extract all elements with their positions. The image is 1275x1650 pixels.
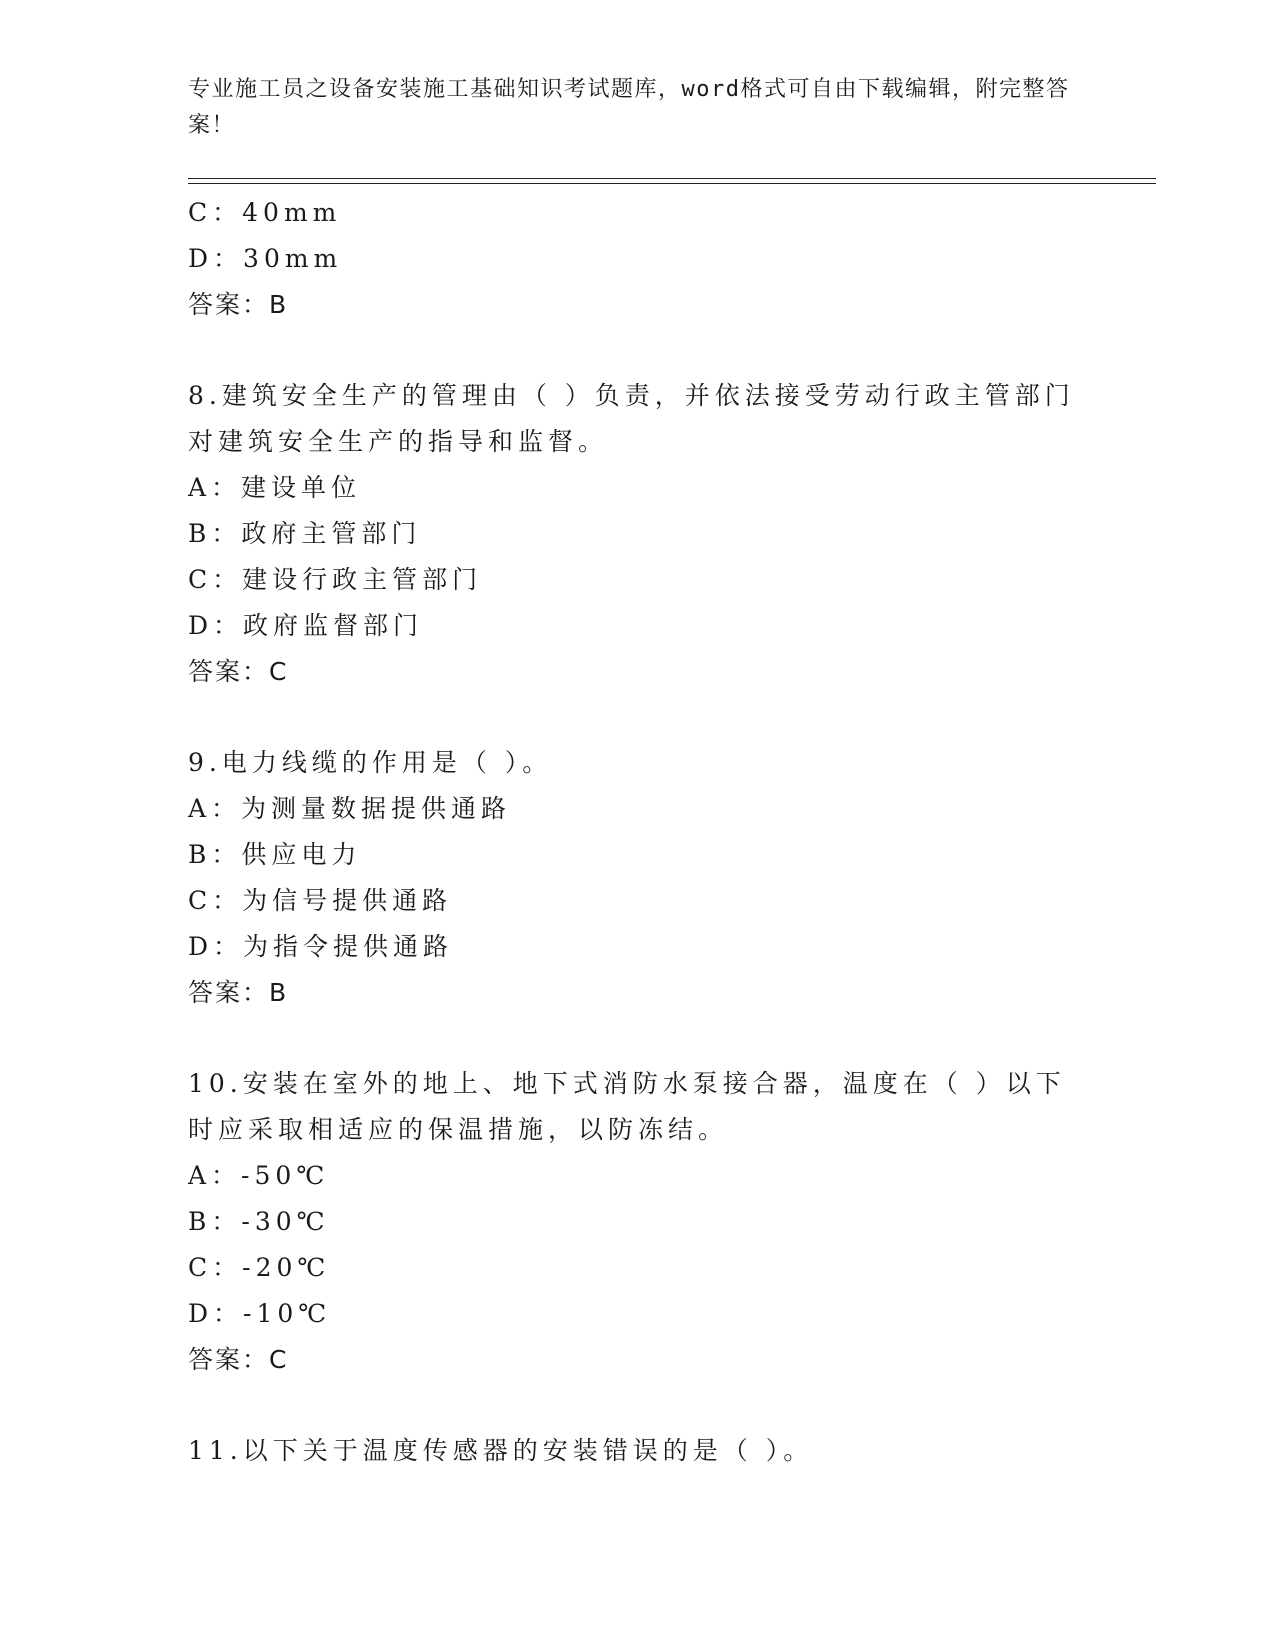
question-8-option-d: D：政府监督部门 [188, 611, 424, 640]
question-9-option-a: A：为测量数据提供通路 [188, 794, 512, 823]
question-8-option-b: B：政府主管部门 [188, 519, 422, 548]
question-list [188, 190, 1088, 1474]
question-9-text: 9.电力线缆的作用是（ ）。 [188, 748, 553, 777]
question-10-option-b: B：-30℃ [188, 1207, 330, 1236]
answer-line: 答案：B [188, 290, 289, 319]
question-10-text: 10.安装在室外的地上、地下式消防水泵接合器，温度在（ ）以下时应采取相适应的保温措施，以防冻结。 [188, 1069, 1066, 1144]
question-9-answer: 答案：B [188, 978, 289, 1007]
header-divider-bottom [188, 183, 1156, 184]
question-9-option-c: C：为信号提供通路 [188, 886, 453, 915]
option-d: D：30mm [188, 244, 343, 273]
question-10-option-c: C：-20℃ [188, 1253, 331, 1282]
question-10-option-a: A：-50℃ [188, 1161, 330, 1190]
document-header: 专业施工员之设备安装施工基础知识考试题库，word格式可自由下载编辑，附完整答案！ [188, 77, 1070, 138]
question-10-option-d: D：-10℃ [188, 1299, 332, 1328]
question-8-option-a: A：建设单位 [188, 473, 362, 502]
question-8-option-c: C：建设行政主管部门 [188, 565, 483, 594]
question-9-option-d: D：为指令提供通路 [188, 932, 454, 961]
question-8-answer: 答案：C [188, 657, 289, 686]
option-c: C：40mm [188, 198, 342, 227]
question-10-answer: 答案：C [188, 1345, 289, 1374]
header-divider-top [188, 178, 1156, 179]
question-11-text: 11.以下关于温度传感器的安装错误的是（ ）。 [188, 1436, 814, 1465]
question-9-option-b: B：供应电力 [188, 840, 362, 869]
question-8-text: 8.建筑安全生产的管理由（ ）负责，并依法接受劳动行政主管部门对建筑安全生产的指导和监督。 [188, 381, 1075, 456]
